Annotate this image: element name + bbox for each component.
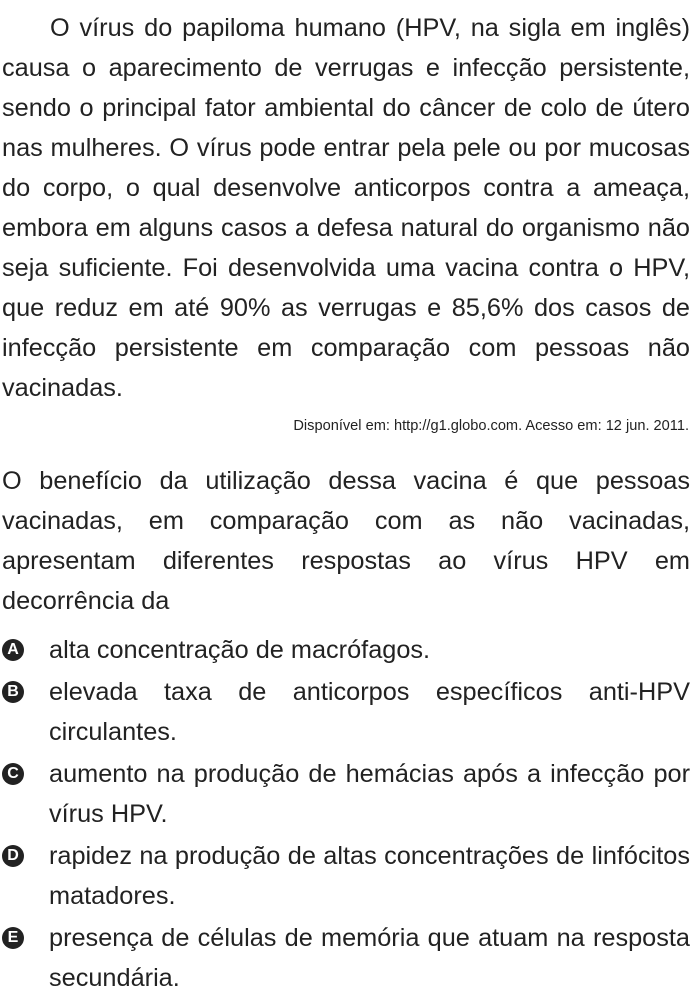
option-b-letter-badge: B	[2, 681, 24, 703]
option-a[interactable]	[0, 630, 700, 670]
option-e-letter-badge: E	[2, 927, 24, 949]
answer-options	[0, 630, 700, 1000]
option-a-text: alta concentração de macrófagos.	[49, 636, 431, 664]
option-a-letter-badge: A	[2, 639, 24, 661]
passage-text: O vírus do papiloma humano (HPV, na sigla em inglês) causa o aparecimento de verrugas e infecção persistente, sendo o principal fator ambiental do câncer de colo de útero nas mulheres. O vírus pode entrar pela pele ou por mucosas do corpo, o qual desenvolve anticorpos contra a ameaça, embora em alguns casos a defesa natural do organismo não seja suficiente. Foi desenvolvida uma vacina contra o HPV, que reduz em até 90% as verrugas e 85,6% dos casos de infecção persistente em comparação com pessoas não vacinadas.	[2, 14, 690, 402]
option-b-text: elevada taxa de anticorpos específicos anti-HPV circulantes.	[49, 678, 690, 746]
option-c-text: aumento na produção de hemácias após a infecção por vírus HPV.	[49, 760, 690, 828]
option-e[interactable]	[0, 918, 700, 998]
question-stem: O benefício da utilização dessa vacina é que pessoas vacinadas, em comparação com as não vacinadas, apresentam diferentes respostas ao vírus HPV em decorrência da	[2, 467, 690, 615]
option-d-text: rapidez na produção de altas concentrações de linfócitos matadores.	[49, 842, 690, 910]
option-d[interactable]	[0, 836, 700, 916]
option-d-letter-badge: D	[2, 845, 24, 867]
option-c-letter-badge: C	[2, 763, 24, 785]
source-citation: Disponível em: http://g1.globo.com. Acesso em: 12 jun. 2011.	[293, 418, 689, 434]
option-e-text: presença de células de memória que atuam na resposta secundária.	[49, 924, 690, 992]
option-c[interactable]	[0, 754, 700, 834]
option-b[interactable]	[0, 672, 700, 752]
